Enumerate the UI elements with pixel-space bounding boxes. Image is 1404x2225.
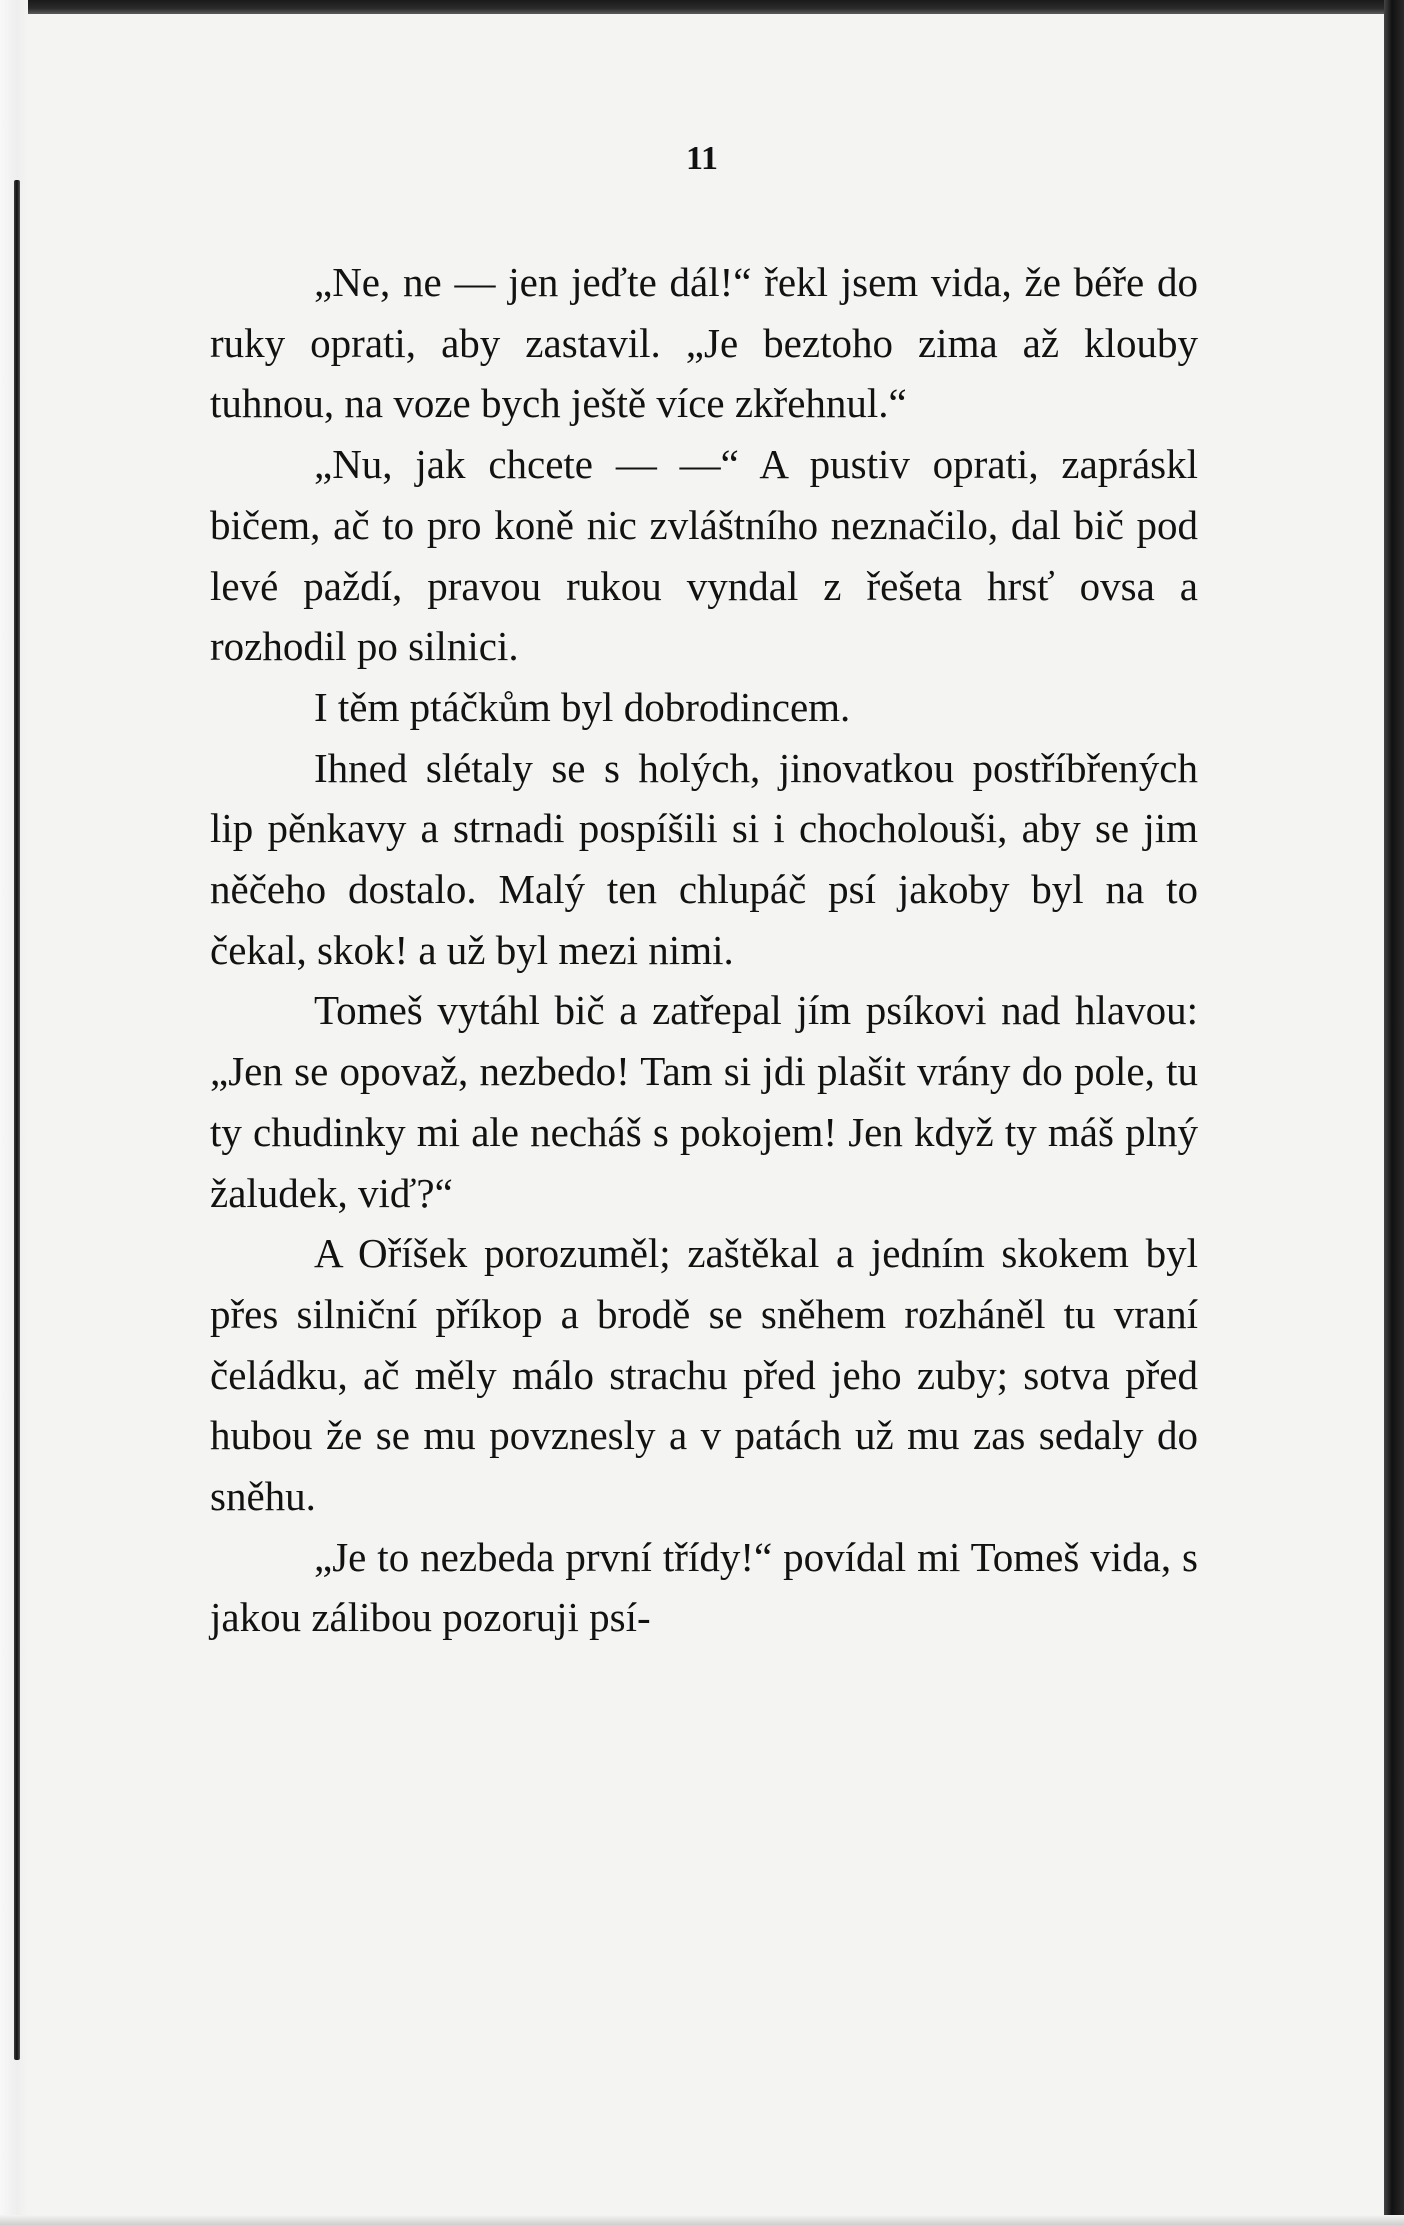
page-number: 11 (685, 140, 719, 177)
paragraph: I těm ptáčkům byl dobrodincem. (314, 683, 851, 730)
paragraph: „Ne, ne — jen jeďte dál!“ řekl jsem vida, že béře do ruky oprati, aby zastavil. „Je beztoho zima až klouby tuhnou, na voze bych ještě více zkřehnul.“ (210, 259, 1198, 427)
scan-border-right (1384, 0, 1404, 2225)
body-text (210, 252, 1198, 1648)
scan-border-bottom (0, 2215, 1404, 2225)
paragraph: „Nu, jak chcete — —“ A pustiv oprati, zapráskl bičem, ač to pro koně nic zvláštního neznačilo, dal bič pod levé paždí, pravou rukou vyndal z řešeta hrsť ovsa a rozhodil po silnici. (210, 441, 1198, 670)
scan-border-top (0, 0, 1404, 14)
paragraph: Ihned slétaly se s holých, jinovatkou postříbřených lip pěnkavy a strnadi pospíšili si i chocholouši, aby se jim něčeho dostalo. Malý ten chlupáč psí jakoby byl na to čekal, skok! a už byl mezi nimi. (210, 744, 1198, 973)
paragraph: A Oříšek porozuměl; zaštěkal a jedním skokem byl přes silniční příkop a brodě se sněhem rozháněl tu vraní čeládku, ač měly málo strachu před jeho zuby; sotva před hubou že se mu povznesly a v patách už mu zas sedaly do sněhu. (210, 1230, 1198, 1520)
paragraph: Tomeš vytáhl bič a zatřepal jím psíkovi nad hlavou: „Jen se opovaž, nezbedo! Tam si jdi plašit vrány do pole, tu ty chudinky mi ale necháš s pokojem! Jen když ty máš plný žaludek, viď?“ (210, 987, 1198, 1216)
paragraph: „Je to nezbeda první třídy!“ povídal mi Tomeš vida, s jakou zálibou pozoruji psí- (210, 1533, 1198, 1641)
binding-gutter-line (14, 180, 20, 2060)
